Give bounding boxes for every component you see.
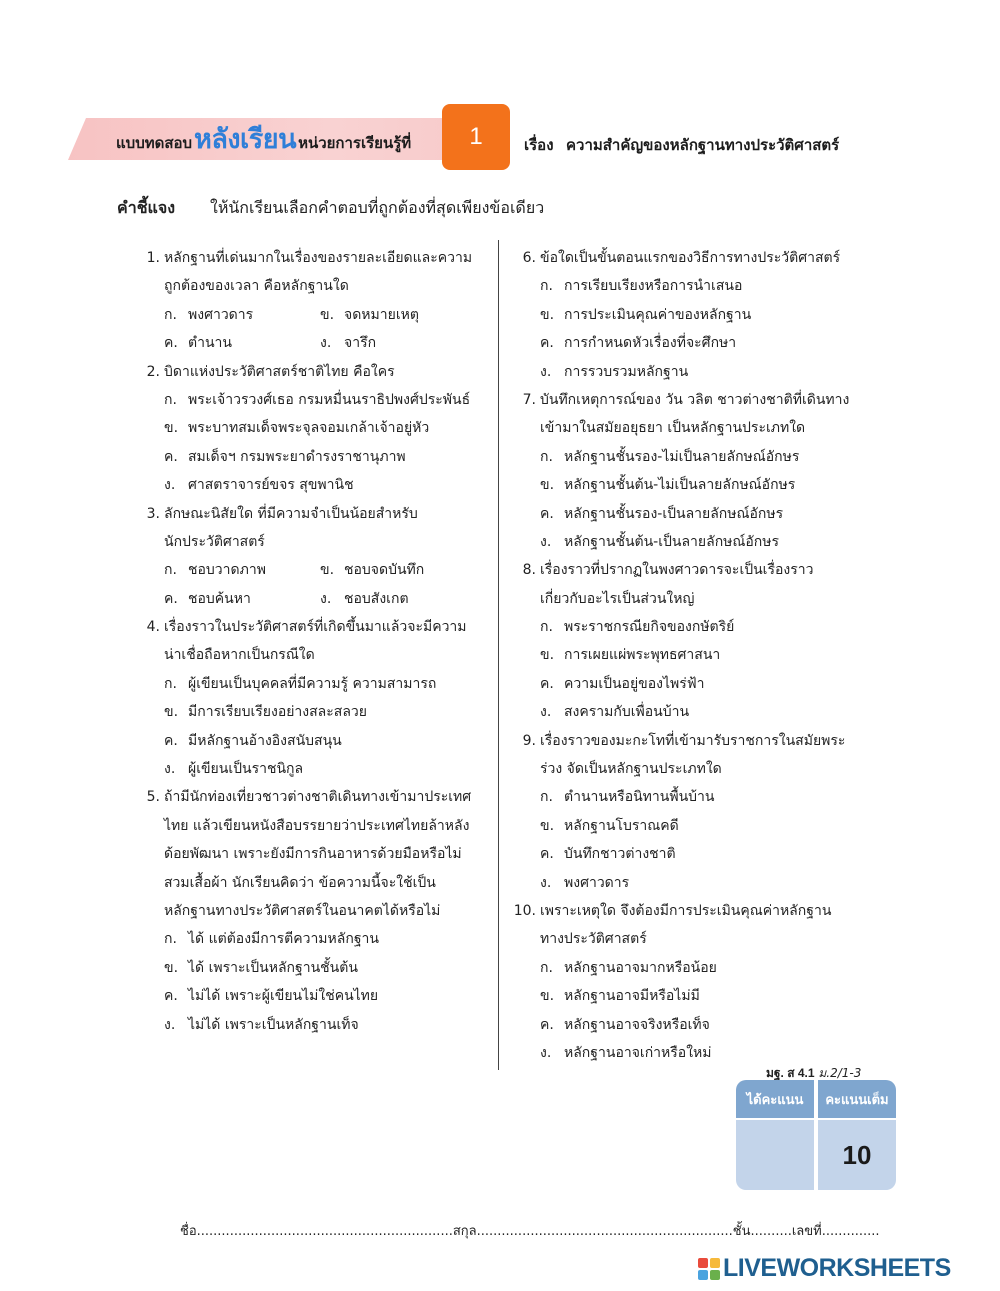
logo-square-4 [710, 1270, 720, 1280]
option-text: หลักฐานอาจจริงหรือเท็จ [564, 1016, 710, 1033]
option-letter: ง. [540, 874, 552, 891]
answer-option[interactable] [512, 954, 882, 982]
question-number: 4. [146, 619, 160, 636]
question-line [136, 869, 496, 897]
question-line [136, 897, 496, 925]
answer-option[interactable] [512, 500, 882, 528]
question-line [136, 528, 496, 556]
question-text: ด้อยพัฒนา เพราะยังมีการกินอาหารด้วยมือหรือไม่ [164, 846, 462, 863]
question-line [512, 727, 882, 755]
option-letter: ข. [164, 959, 179, 976]
topic-label: เรื่อง [524, 136, 554, 154]
option-text: ได้ เพราะเป็นหลักฐานชั้นต้น [188, 959, 358, 976]
unit-number-badge: 1 [442, 104, 510, 170]
option-text: จดหมายเหตุ [344, 306, 419, 323]
question-line [136, 613, 496, 641]
answer-option[interactable] [512, 528, 882, 556]
answer-option[interactable] [136, 386, 496, 414]
standard-indicator: ม.2/1-3 [818, 1066, 862, 1080]
option-text: ชอบค้นหา [188, 590, 251, 607]
question-line [512, 386, 882, 414]
option-text: สงครามกับเพื่อนบ้าน [564, 704, 690, 721]
option-letter: ค. [540, 505, 554, 522]
question-line [512, 925, 882, 953]
option-text: หลักฐานชั้นรอง-ไม่เป็นลายลักษณ์อักษร [564, 448, 800, 465]
question-number: 5. [146, 789, 160, 806]
question-number: 1. [146, 250, 160, 266]
question-text: เกี่ยวกับอะไรเป็นส่วนใหญ่ [540, 590, 695, 607]
option-text: ผู้เขียนเป็นราชนิกูล [188, 761, 304, 778]
question-line [136, 272, 496, 300]
option-letter: ข. [164, 704, 179, 721]
option-text: หลักฐานอาจมากหรือน้อย [564, 959, 717, 976]
option-text: ชอบวาดภาพ [188, 562, 266, 579]
option-letter: ง. [320, 590, 332, 607]
option-letter: ค. [540, 675, 554, 692]
answer-option[interactable] [136, 954, 496, 982]
answer-option[interactable] [512, 812, 882, 840]
question-text: หลักฐานทางประวัติศาสตร์ในอนาคตได้หรือไม่ [164, 902, 441, 919]
standard-label: มฐ. ส 4.1 [766, 1066, 815, 1080]
answer-option[interactable] [512, 301, 882, 329]
answer-option[interactable] [512, 443, 882, 471]
answer-option[interactable] [512, 358, 882, 386]
option-letter: ง. [540, 1044, 552, 1061]
option-letter: ข. [540, 988, 555, 1005]
option-text: บันทึกชาวต่างชาติ [564, 846, 676, 863]
option-text: มีหลักฐานอ้างอิงสนับสนุน [188, 732, 342, 749]
logo-square-2 [710, 1258, 720, 1268]
option-letter: ข. [164, 420, 179, 437]
option-letter: ค. [540, 846, 554, 863]
score-full-header: คะแนนเต็ม [818, 1080, 896, 1118]
option-text: หลักฐานอาจมีหรือไม่มี [564, 988, 700, 1005]
option-letter: ก. [540, 619, 553, 636]
option-letter: ค. [164, 988, 178, 1005]
question-line [512, 585, 882, 613]
answer-option[interactable] [512, 329, 882, 357]
banner-title [116, 126, 411, 156]
option-text: หลักฐานอาจเก่าหรือใหม่ [564, 1044, 712, 1061]
question-text: บิดาแห่งประวัติศาสตร์ชาติไทย คือใคร [164, 363, 395, 380]
score-box [736, 1080, 896, 1190]
question-text: หลักฐานที่เด่นมากในเรื่องของรายละเอียดและความ [164, 250, 473, 266]
brand-text: LIVEWORKSHEETS [723, 1254, 951, 1282]
answer-option[interactable] [512, 982, 882, 1010]
question-text: ทางประวัติศาสตร์ [540, 931, 647, 948]
option-row [136, 301, 496, 329]
question-line [512, 897, 882, 925]
logo-square-1 [698, 1258, 708, 1268]
option-text: ชอบสังเกต [344, 590, 409, 607]
option-text: พระบาทสมเด็จพระจุลจอมเกล้าเจ้าอยู่หัว [188, 420, 430, 437]
option-letter: ง. [164, 761, 176, 778]
option-letter: ข. [540, 477, 555, 494]
question-text: เรื่องราวที่ปรากฏในพงศาวดารจะเป็นเรื่องราว [540, 562, 814, 579]
question-line [136, 812, 496, 840]
answer-option[interactable] [136, 755, 496, 783]
question-number: 8. [522, 562, 536, 579]
question-number: 7. [522, 391, 536, 408]
option-text: ตำนานหรือนิทานพื้นบ้าน [564, 789, 715, 806]
option-letter: ก. [540, 959, 553, 976]
question-text: เรื่องราวของมะกะโทที่เข้ามารับราชการในสมัยพระ [540, 732, 846, 749]
question-number: 2. [146, 363, 160, 380]
option-letter: ก. [164, 391, 177, 408]
option-letter: ข. [540, 817, 555, 834]
option-text: หลักฐานชั้นต้น-ไม่เป็นลายลักษณ์อักษร [564, 477, 796, 494]
answer-option[interactable] [512, 1011, 882, 1039]
question-text: ร่วง จัดเป็นหลักฐานประเภทใด [540, 761, 722, 778]
answer-option[interactable] [164, 329, 320, 357]
liveworksheets-brand [698, 1254, 951, 1283]
option-letter: ข. [320, 562, 335, 579]
question-text: ลักษณะนิสัยใด ที่มีความจำเป็นน้อยสำหรับ [164, 505, 418, 522]
answer-option[interactable] [164, 585, 320, 613]
question-line [136, 500, 496, 528]
option-text: พงศาวดาร [564, 874, 630, 891]
student-info-line[interactable]: ชื่อ..............................................................สกุล..............................................................ชั้น..........เลขที่.............. [180, 1224, 880, 1239]
option-letter: ค. [164, 732, 178, 749]
score-full-value: 10 [818, 1120, 896, 1190]
question-line [136, 641, 496, 669]
answer-option[interactable] [136, 414, 496, 442]
question-text: น่าเชื่อถือหากเป็นกรณีใด [164, 647, 315, 664]
liveworksheets-logo-icon [698, 1258, 720, 1280]
answer-option[interactable] [136, 471, 496, 499]
option-row [136, 585, 496, 613]
option-text: การเผยแผ่พระพุทธศาสนา [564, 647, 721, 664]
instructions-label: คำชี้แจง [117, 198, 176, 217]
question-line [512, 414, 882, 442]
option-text: ไม่ได้ เพราะผู้เขียนไม่ใช่คนไทย [188, 988, 379, 1005]
option-letter: ง. [164, 477, 176, 494]
option-letter: ค. [164, 448, 178, 465]
question-text: ถ้ามีนักท่องเที่ยวชาวต่างชาติเดินทางเข้ามาประเทศ [164, 789, 472, 806]
option-text: ตำนาน [188, 335, 232, 352]
option-letter: ก. [540, 448, 553, 465]
option-letter: ง. [540, 704, 552, 721]
answer-option[interactable] [512, 698, 882, 726]
answer-option[interactable] [136, 982, 496, 1010]
option-text: การรวบรวมหลักฐาน [564, 363, 689, 380]
option-letter: ง. [164, 1016, 176, 1033]
option-text: พระเจ้าวรวงศ์เธอ กรมหมื่นนราธิปพงศ์ประพันธ์ [188, 391, 471, 408]
answer-option[interactable] [136, 727, 496, 755]
answer-option[interactable] [512, 670, 882, 698]
banner-title-part3: หน่วยการเรียนรู้ที่ [298, 135, 412, 152]
answer-option[interactable] [320, 585, 476, 613]
option-row [136, 329, 496, 357]
option-letter: ก. [164, 675, 177, 692]
option-text: หลักฐานชั้นต้น-เป็นลายลักษณ์อักษร [564, 533, 780, 550]
option-text: ผู้เขียนเป็นบุคคลที่มีความรู้ ความสามารถ [188, 675, 437, 692]
option-text: หลักฐานโบราณคดี [564, 817, 679, 834]
question-line [136, 783, 496, 811]
answer-option[interactable] [512, 641, 882, 669]
option-text: ชอบจดบันทึก [344, 562, 425, 579]
question-number: 10. [513, 902, 536, 919]
answer-option[interactable] [136, 925, 496, 953]
option-letter: ก. [164, 562, 177, 579]
question-text: บันทึกเหตุการณ์ของ วัน วลิต ชาวต่างชาติที่เดินทาง [540, 391, 850, 408]
question-text: ข้อใดเป็นขั้นตอนแรกของวิธีการทางประวัติศาสตร์ [540, 250, 841, 266]
banner-title-part2: หลังเรียน [194, 124, 297, 154]
question-number: 6. [522, 250, 536, 266]
answer-option[interactable] [512, 272, 882, 300]
answer-option[interactable] [512, 471, 882, 499]
option-letter: ค. [164, 590, 178, 607]
question-number: 3. [146, 505, 160, 522]
answer-option[interactable] [512, 783, 882, 811]
answer-option[interactable] [136, 698, 496, 726]
option-text: ความเป็นอยู่ของไพร่ฟ้า [564, 675, 705, 692]
option-text: การกำหนดหัวเรื่องที่จะศึกษา [564, 335, 737, 352]
option-letter: ข. [540, 306, 555, 323]
option-text: ไม่ได้ เพราะเป็นหลักฐานเท็จ [188, 1016, 359, 1033]
option-letter: ค. [540, 335, 554, 352]
question-text: เข้ามาในสมัยอยุธยา เป็นหลักฐานประเภทใด [540, 420, 806, 437]
option-row [136, 556, 496, 584]
option-text: การประเมินคุณค่าของหลักฐาน [564, 306, 752, 323]
questions-column-right [512, 244, 882, 1067]
question-line [512, 755, 882, 783]
option-text: พงศาวดาร [188, 306, 254, 323]
question-line [512, 556, 882, 584]
option-text: การเรียบเรียงหรือการนำเสนอ [564, 278, 743, 295]
option-letter: ข. [540, 647, 555, 664]
question-line [512, 244, 882, 272]
logo-square-3 [698, 1270, 708, 1280]
option-letter: ก. [164, 931, 177, 948]
answer-option[interactable] [320, 556, 476, 584]
answer-option[interactable] [136, 670, 496, 698]
answer-option[interactable] [164, 301, 320, 329]
option-text: จารึก [344, 335, 377, 352]
option-text: สมเด็จฯ กรมพระยาดำรงราชานุภาพ [188, 448, 406, 465]
question-text: เรื่องราวในประวัติศาสตร์ที่เกิดขึ้นมาแล้วจะมีความ [164, 619, 467, 636]
question-text: ไทย แล้วเขียนหนังสือบรรยายว่าประเทศไทยล้าหลัง [164, 817, 470, 834]
answer-option[interactable] [512, 613, 882, 641]
question-line [136, 244, 496, 272]
answer-option[interactable] [320, 329, 476, 357]
question-text: เพราะเหตุใด จึงต้องมีการประเมินคุณค่าหลักฐาน [540, 902, 832, 919]
question-number: 9. [522, 732, 536, 749]
questions-column-left [136, 244, 496, 1039]
option-letter: ก. [540, 278, 553, 295]
option-text: ศาสตราจารย์ขจร สุขพานิช [188, 477, 354, 494]
option-text: พระราชกรณียกิจของกษัตริย์ [564, 619, 735, 636]
option-letter: ก. [164, 306, 177, 323]
option-letter: ข. [320, 306, 335, 323]
answer-option[interactable] [136, 1011, 496, 1039]
answer-option[interactable] [164, 556, 320, 584]
option-letter: ง. [540, 363, 552, 380]
question-line [136, 840, 496, 868]
answer-option[interactable] [320, 301, 476, 329]
topic-title: ความสำคัญของหลักฐานทางประวัติศาสตร์ [566, 136, 840, 154]
question-text: นักประวัติศาสตร์ [164, 533, 265, 550]
score-earned-header: ได้คะแนน [736, 1080, 814, 1118]
question-text: ถูกต้องของเวลา คือหลักฐานใด [164, 278, 349, 295]
score-earned-cell[interactable] [736, 1120, 814, 1190]
instructions-text: ให้นักเรียนเลือกคำตอบที่ถูกต้องที่สุดเพียงข้อเดียว [210, 198, 545, 217]
answer-option[interactable] [512, 869, 882, 897]
column-divider [498, 240, 499, 1070]
option-letter: ค. [164, 335, 178, 352]
banner-title-part1: แบบทดสอบ [116, 135, 193, 152]
option-text: ได้ แต่ต้องมีการตีความหลักฐาน [188, 931, 379, 948]
option-letter: ค. [540, 1016, 554, 1033]
answer-option[interactable] [136, 443, 496, 471]
answer-option[interactable] [512, 840, 882, 868]
question-line [136, 358, 496, 386]
question-text: สวมเสื้อผ้า นักเรียนคิดว่า ข้อความนี้จะใช้เป็น [164, 874, 436, 891]
option-letter: ก. [540, 789, 553, 806]
option-text: หลักฐานชั้นรอง-เป็นลายลักษณ์อักษร [564, 505, 784, 522]
option-letter: ง. [320, 335, 332, 352]
option-text: มีการเรียบเรียงอย่างสละสลวย [188, 704, 367, 721]
option-letter: ง. [540, 533, 552, 550]
